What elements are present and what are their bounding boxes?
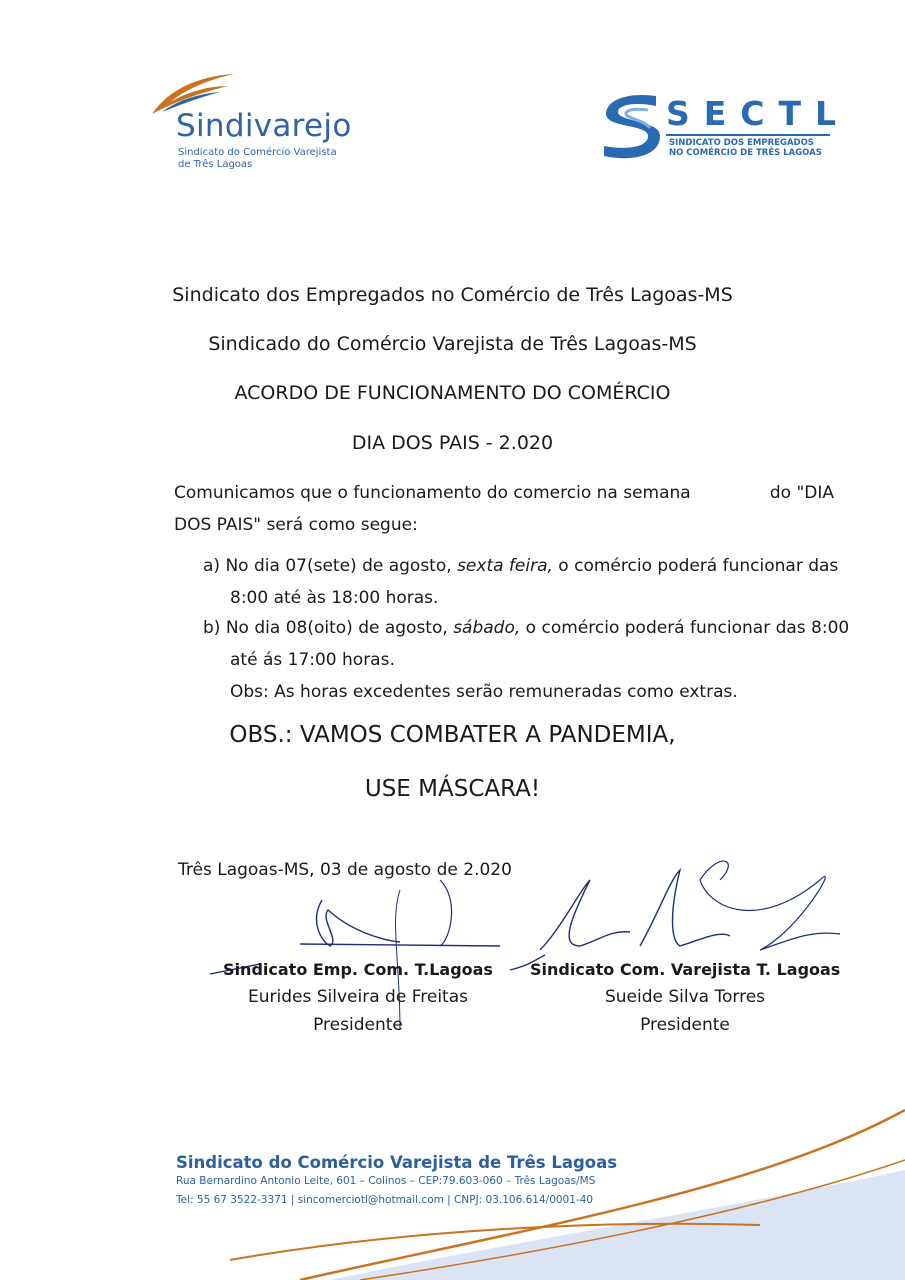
intro-line-1-left: Comunicamos que o funcionamento do comercio na semana [174, 483, 691, 503]
signature-right-name: Sueide Silva Torres [604, 987, 766, 1007]
item-b-text-pre: No dia 08(oito) de agosto, [225, 618, 454, 638]
item-b-line-1 [203, 612, 853, 644]
sindivarejo-subtitle-line1: Sindicato do Comércio Varejista [178, 147, 337, 158]
footer-title: Sindicato do Comércio Varejista de Três Lagoas [176, 1153, 618, 1172]
sindivarejo-subtitle [178, 147, 378, 171]
sectl-subtitle [669, 138, 839, 158]
signature-left-role: Presidente [313, 1015, 403, 1035]
signature-right-role: Presidente [640, 1015, 730, 1035]
document-subtitle: DIA DOS PAIS - 2.020 [351, 432, 554, 454]
item-a-line-2: 8:00 até às 18:00 horas. [230, 588, 439, 608]
signature-block-left [208, 960, 508, 1035]
pandemic-notice-line-2: USE MÁSCARA! [364, 776, 541, 802]
pandemic-notice-line-1: OBS.: VAMOS COMBATER A PANDEMIA, [229, 722, 676, 748]
footer-address: Rua Bernardino Antonio Leite, 601 – Colinos – CEP:79.603-060 – Três Lagoas/MS [176, 1175, 596, 1187]
overtime-note: Obs: As horas excedentes serão remuneradas como extras. [230, 682, 738, 702]
intro-paragraph [174, 477, 834, 541]
sectl-rule [666, 134, 830, 136]
sindivarejo-logo [148, 70, 378, 180]
intro-line-1 [174, 477, 834, 509]
item-b-line-2: até ás 17:00 horas. [230, 650, 395, 670]
signature-left-org: Sindicato Emp. Com. T.Lagoas [223, 960, 493, 979]
item-b-text-post: o comércio poderá funcionar das 8:00 [520, 618, 850, 638]
item-b-marker: b) [203, 618, 221, 638]
sindivarejo-name: Sindivarejo [176, 108, 352, 144]
sindivarejo-subtitle-line2: de Três Lagoas [178, 159, 253, 170]
footer-contact: Tel: 55 67 3522-3371 | sincomerciotl@hotmail.com | CNPJ: 03.106.614/0001-40 [176, 1194, 594, 1206]
header-line-1: Sindicato dos Empregados no Comércio de Três Lagoas-MS [172, 284, 733, 306]
sectl-subtitle-line2: NO COMÉRCIO DE TRÊS LAGOAS [669, 148, 822, 158]
intro-line-2: DOS PAIS" será como segue: [174, 515, 418, 535]
item-a-marker: a) [203, 556, 221, 576]
intro-line-1-right: do "DIA [769, 483, 834, 503]
sectl-subtitle-line1: SINDICATO DOS EMPREGADOS [669, 138, 814, 148]
item-a-text-post: o comércio poderá funcionar das [552, 556, 839, 576]
signature-left-name: Eurides Silveira de Freitas [248, 987, 468, 1007]
header-line-2: Sindicado do Comércio Varejista de Três Lagoas-MS [208, 333, 697, 355]
item-b-day: sábado, [453, 618, 521, 638]
signature-right-org: Sindicato Com. Varejista T. Lagoas [530, 960, 841, 979]
list-item-b [203, 612, 853, 708]
item-a-line-1 [203, 550, 853, 582]
sectl-s-emblem-icon [598, 90, 664, 164]
footer-swoosh-icon [0, 1100, 905, 1280]
signature-block-right [530, 960, 840, 1035]
document-title: ACORDO DE FUNCIONAMENTO DO COMÉRCIO [234, 382, 671, 404]
sectl-name: SECTL [666, 94, 851, 133]
item-a-day: sexta feira, [457, 556, 553, 576]
sectl-logo [598, 90, 851, 170]
list-item-a [203, 550, 853, 614]
item-a-text-pre: No dia 07(sete) de agosto, [225, 556, 458, 576]
date-line: Três Lagoas-MS, 03 de agosto de 2.020 [178, 860, 512, 880]
